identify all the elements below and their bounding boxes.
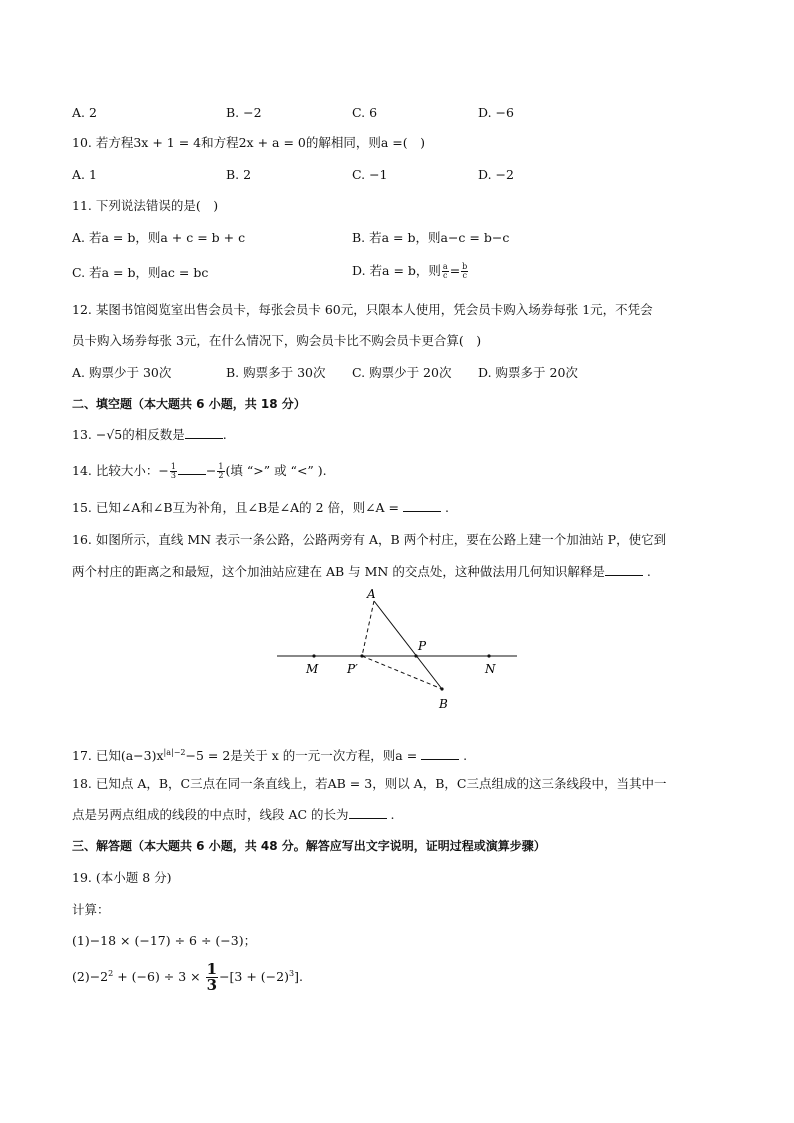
q10-option-a: A. 1 (72, 167, 97, 182)
label-m: M (306, 662, 319, 676)
q12-stem-line2: 员卡购入场券每张 3元，在什么情况下，购会员卡比不购会员卡更合算( ) (72, 333, 482, 348)
q10-option-c: C. −1 (352, 167, 388, 182)
q12-option-d: D. 购票多于 20次 (478, 365, 578, 380)
q18-line1: 18. 已知点 A，B，C三点在同一条直线上，若AB = 3，则以 A，B，C三点组成的这三条线段中，当其中一 (72, 776, 667, 791)
q11-option-b: B. 若a = b，则a−c = b−c (352, 230, 510, 245)
fraction-one-third: $\frac{1}{3}$ (170, 462, 176, 480)
q18-line2: 点是另两点组成的线段的中点时，线段 AC 的长为 . (72, 807, 395, 822)
q19-instruction: 计算： (72, 902, 110, 917)
q16-line2: 两个村庄的距离之和最短，这个加油站应建在 AB 与 MN 的交点处，这种做法用几何知识解释是 . (72, 564, 651, 579)
label-n: N (485, 662, 496, 676)
q19-part2: $(2)-2^2 + (-6) \div 3$ × $\frac{1}{3}$ $-[3 + (-2)^3]$. (72, 960, 303, 994)
q13: 13. −√5的相反数是 . (72, 427, 227, 442)
fraction-a-over-c: $\frac{a}{c}$ (442, 262, 448, 280)
q10-option-b: B. 2 (226, 167, 252, 182)
q19-title: 19. (本小题 8 分) (72, 870, 172, 885)
label-b: B (439, 697, 448, 711)
q14: 14. 比较大小：− $\frac{1}{3}$ − $\frac{1}{2}$ (填 “>” 或 “<” ). (72, 462, 327, 480)
q9-option-d: D. −6 (478, 105, 514, 120)
q12-stem-line1: 12. 某图书馆阅览室出售会员卡，每张会员卡 60元，只限本人使用，凭会员卡购入场券每张 1元，不凭会 (72, 302, 653, 317)
q11-option-c: C. 若a = b，则ac = bc (72, 265, 209, 280)
segment-ab (374, 601, 442, 689)
q12-option-b: B. 购票多于 30次 (226, 365, 326, 380)
point-p-prime (360, 654, 363, 657)
q9-option-c: C. 6 (352, 105, 378, 120)
q16-line1: 16. 如图所示，直线 MN 表示一条公路，公路两旁有 A，B 两个村庄，要在公路上建一个加油站 P，使它到 (72, 532, 667, 547)
answer-blank (349, 806, 387, 819)
point-p (414, 654, 417, 657)
point-b (440, 687, 443, 690)
fraction-one-third-large: $\frac{1}{3}$ (206, 960, 218, 994)
section3-title: 三、解答题（本大题共 6 小题，共 48 分。解答应写出文字说明，证明过程或演算步骤） (72, 839, 546, 853)
fraction-b-over-c: $\frac{b}{c}$ (462, 262, 468, 280)
q10-option-d: D. −2 (478, 167, 514, 182)
label-p-prime: P′ (347, 662, 358, 676)
point-n (487, 654, 490, 657)
q10-stem: 10. 若方程3x + 1 = 4和方程2x + a = 0的解相同，则a =( ) (72, 135, 426, 150)
label-p: P (418, 639, 427, 653)
q17: 17. 已知$(a-3)x^{|a|-2}-5 = 2$是关于 x 的一元一次方程，则a = . (72, 748, 468, 764)
segment-p-prime-b (362, 656, 442, 689)
q19-part1: (1)−18 × (−17) ÷ 6 ÷ (−3)； (72, 933, 257, 948)
q11-option-a: A. 若a = b，则a + c = b + c (72, 230, 246, 245)
q12-option-c: C. 购票少于 20次 (352, 365, 452, 380)
answer-blank (421, 747, 459, 760)
point-m (312, 654, 315, 657)
q9-option-a: A. 2 (72, 105, 97, 120)
fraction-one-half: $\frac{1}{2}$ (218, 462, 224, 480)
label-a: A (367, 587, 376, 601)
q11-option-d-prefix: D. 若a = b，则 (352, 263, 441, 278)
section2-title: 二、填空题（本大题共 6 小题，共 18 分） (72, 397, 306, 411)
q9-option-b: B. −2 (226, 105, 262, 120)
q11-stem: 11. 下列说法错误的是( ) (72, 198, 219, 213)
q12-option-a: A. 购票少于 30次 (72, 365, 172, 380)
segment-ap-prime (362, 601, 374, 656)
q11-option-d: D. 若a = b，则 $\frac{a}{c}$ = $\frac{b}{c}$ (352, 262, 468, 280)
q15: 15. 已知∠A和∠B互为补角，且∠B是∠A的 2 倍，则∠A = . (72, 500, 449, 515)
